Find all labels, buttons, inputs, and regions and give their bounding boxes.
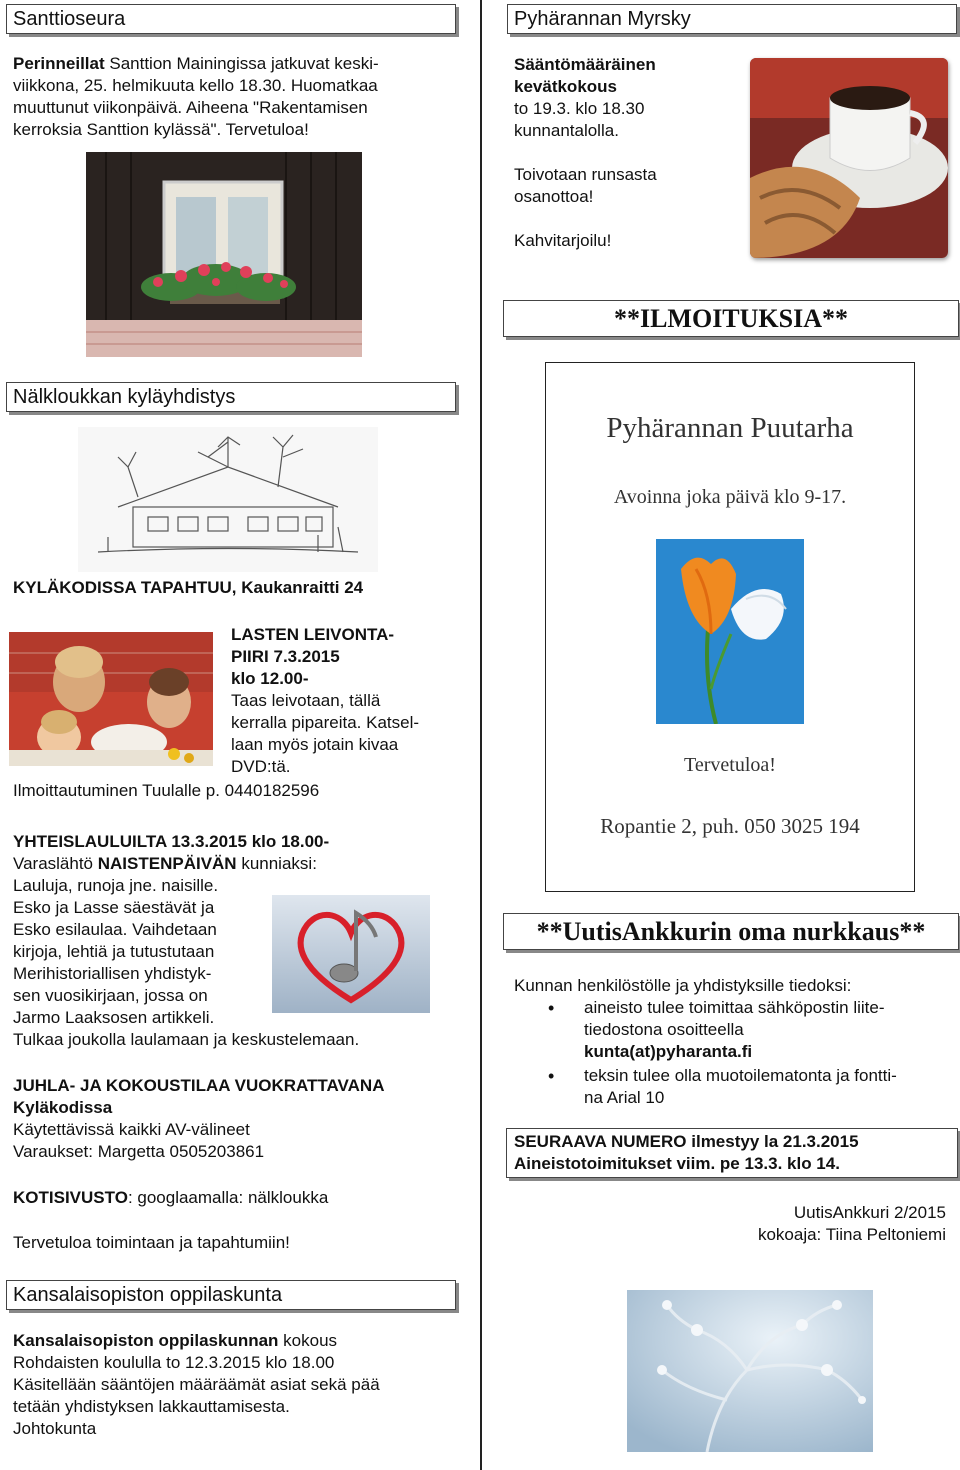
puutarha-welcome: Tervetuloa!: [684, 754, 776, 776]
nurkkaus-text: Kunnan henkilöstölle ja yhdistyksille tiedoksi: • aineisto tulee toimittaa sähköpostin liite- tiedostona osoitteella kunta(at)pyharanta.fi • teksin tulee olla muotoilematonta ja fontti- na Arial 10: [514, 975, 954, 1109]
nurkkaus-heading: **UutisAnkkurin oma nurkkaus**: [503, 913, 959, 950]
puutarha-ad: [545, 362, 915, 892]
tervetuloa-text: Tervetuloa toimintaan ja tapahtumiin!: [13, 1233, 290, 1252]
village-house-sketch: [78, 427, 378, 572]
kotisivu-text: KOTISIVUSTO: googlaamalla: nälkloukka: [13, 1188, 329, 1207]
ilmoittautuminen-text: Ilmoittautuminen Tuulalle p. 0440182596: [13, 781, 320, 800]
santtioseura-heading: Santtioseura: [6, 4, 456, 34]
kansalaisopisto-heading: Kansalaisopiston oppilaskunta: [6, 1280, 456, 1310]
bullet-item: • teksin tulee olla muotoilematonta ja fontti- na Arial 10: [514, 1065, 954, 1109]
bullet-item: • aineisto tulee toimittaa sähköpostin liite- tiedostona osoitteella kunta(at)pyharanta.fi: [514, 997, 954, 1063]
ilmoituksia-heading: **ILMOITUKSIA**: [503, 300, 959, 337]
juhla-text: JUHLA- JA KOKOUSTILAA VUOKRATTAVANA Kyläkodissa Käytettävissä kaikki AV-välineet Varaukset: Margetta 0505203861: [13, 1076, 385, 1161]
column-divider: [480, 0, 482, 1470]
frosty-plant-photo: [627, 1290, 873, 1452]
kansalaisopisto-text: Kansalaisopiston oppilaskunnan kokous Rohdaisten koululla to 12.3.2015 klo 18.00 Käsitellään sääntöjen määräämät asiat sekä pää tetään yhdistyksen lakkauttamisesta. Johtokunta: [13, 1331, 380, 1438]
heart-music-note-image: [272, 895, 430, 1013]
yhteislaulu-text: YHTEISLAULUILTA 13.3.2015 klo 18.00- Varaslähtö NAISTENPÄIVÄN kunniaksi: Lauluja, runoja jne. naisille. Esko ja Lasse säestävät ja Esko esilaulaa. Vaihdetaan kirjoja, lehtiä ja tutustutaan Merihistoriallisen yhdistyk- sen vuosikirjaan, jossa on Jarmo Laaksosen artikkeli. Tulkaa joukolla laulamaan ja keskustelemaan.: [13, 832, 360, 1049]
myrsky-text: Sääntömääräinen kevätkokous to 19.3. klo 18.30 kunnantalolla. Toivotaan runsasta osanottoa! Kahvitarjoilu!: [514, 55, 657, 250]
puutarha-open: Avoinna joka päivä klo 9-17.: [613, 486, 847, 508]
seuraava-box: SEURAAVA NUMERO ilmestyy la 21.3.2015 Aineistotoimitukset viim. pe 13.3. klo 14.: [506, 1128, 958, 1178]
tulip-photo: [656, 539, 804, 724]
footer-credits: UutisAnkkuri 2/2015 kokoaja: Tiina Peltoniemi: [757, 1203, 946, 1244]
puutarha-title: Pyhärannan Puutarha: [606, 412, 854, 444]
coffee-pastry-photo: [750, 58, 948, 258]
santtioseura-text: Perinneillat Santtion Mainingissa jatkuvat keski- viikkona, 25. helmikuuta kello 18.30. Huomatkaa muuttunut viikonpäivä. Aiheena "Rakentamisen kerroksia Santtion kylässä". Tervetuloa!: [13, 54, 379, 139]
nalkloukka-heading: Nälkloukkan kyläyhdistys: [6, 382, 456, 412]
window-flowers-photo: [86, 152, 362, 357]
event-title: KYLÄKODISSA TAPAHTUU, Kaukanraitti 24: [13, 578, 364, 597]
leivonta-text: LASTEN LEIVONTA- PIIRI 7.3.2015 klo 12.00- Taas leivotaan, tällä kerralla pipareita. Katsel- laan myös jotain kivaa DVD:tä.: [231, 625, 420, 776]
myrsky-heading: Pyhärannan Myrsky: [507, 4, 957, 34]
baking-photo: [9, 632, 213, 766]
puutarha-address: Ropantie 2, puh. 050 3025 194: [600, 814, 860, 838]
